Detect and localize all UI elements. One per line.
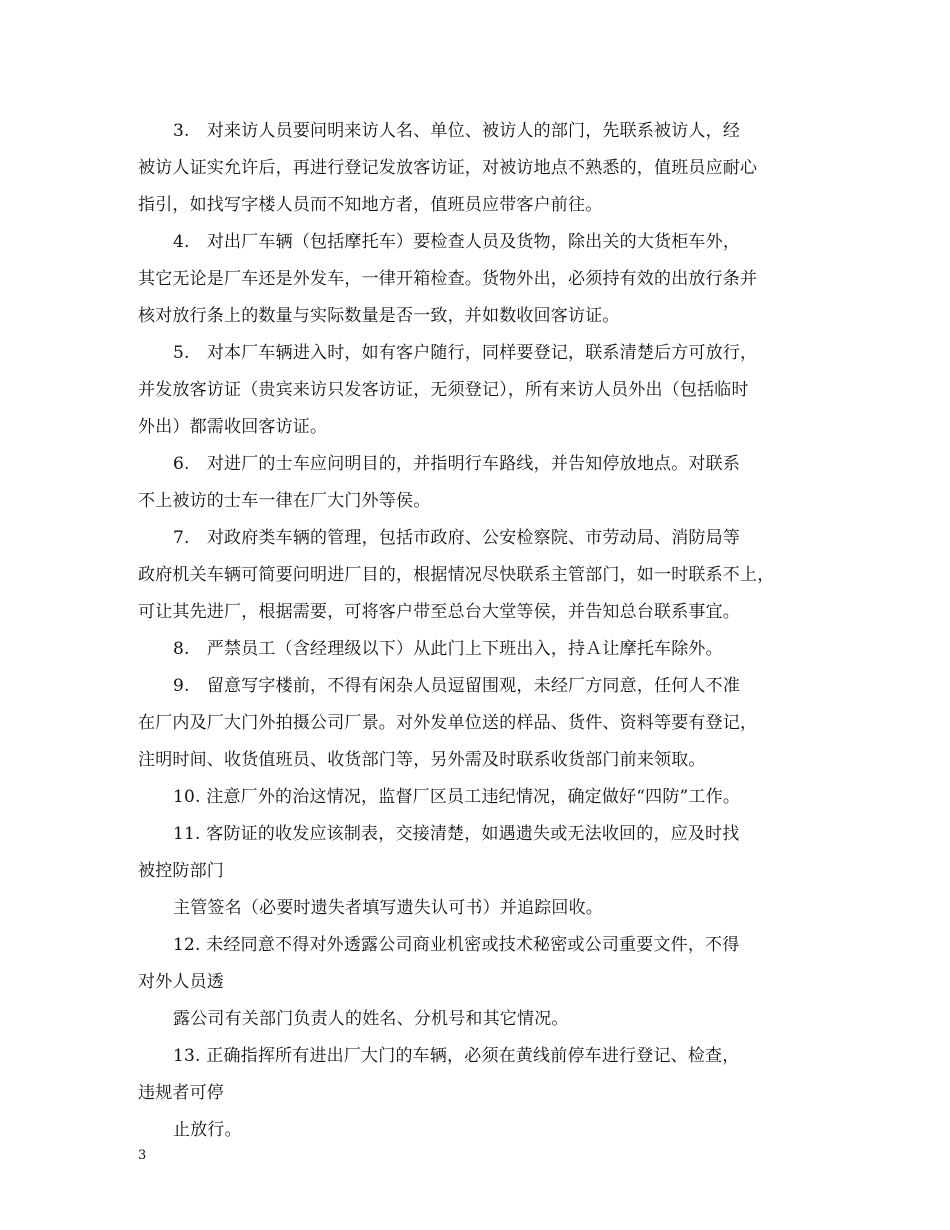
text-line: 指引，如找写字楼人员而不知地方者，值班员应带客户前往。 bbox=[138, 195, 603, 215]
text-line: 9. 留意写字楼前，不得有闲杂人员逗留围观，未经厂方同意，任何人不准 bbox=[173, 676, 741, 696]
text-line: 注明时间、收货值班员、收货部门等，另外需及时联系收货部门前来领取。 bbox=[138, 750, 706, 770]
text-line: 露公司有关部门负责人的姓名、分机号和其它情况。 bbox=[173, 1009, 569, 1029]
text-line: 不上被访的士车一律在厂大门外等侯。 bbox=[138, 491, 431, 511]
text-line: 3. 对来访人员要问明来访人名、单位、被访人的部门，先联系被访人，经 bbox=[173, 121, 741, 141]
text-line: 其它无论是厂车还是外发车，一律开箱检查。货物外出，必须持有效的出放行条并 bbox=[138, 269, 758, 289]
text-line: 并发放客访证（贵宾来访只发客访证，无须登记），所有来访人员外出（包括临时 bbox=[138, 380, 749, 400]
text-line: 13. 正确指挥所有进出厂大门的车辆，必须在黄线前停车进行登记、检查， bbox=[173, 1046, 740, 1066]
text-line: 核对放行条上的数量与实际数量是否一致，并如数收回客访证。 bbox=[138, 306, 620, 326]
text-line: 7. 对政府类车辆的管理，包括市政府、公安检察院、市劳动局、消防局等 bbox=[173, 528, 741, 548]
text-line: 被访人证实允许后，再进行登记发放客访证，对被访地点不熟悉的，值班员应耐心 bbox=[138, 158, 758, 178]
text-line: 止放行。 bbox=[173, 1120, 242, 1140]
text-line: 外出）都需收回客访证。 bbox=[138, 417, 328, 437]
text-line: 5. 对本厂车辆进入时，如有客户随行，同样要登记，联系清楚后方可放行， bbox=[173, 343, 758, 363]
text-line: 10. 注意厂外的治这情况，监督厂区员工违纪情况，确定做好“四防”工作。 bbox=[173, 787, 741, 807]
text-line: 12. 未经同意不得对外透露公司商业机密或技术秘密或公司重要文件，不得 bbox=[173, 935, 740, 955]
text-line: 主管签名（必要时遗失者填写遗失认可书）并追踪回收。 bbox=[173, 898, 603, 918]
text-line: 政府机关车辆可简要问明进厂目的，根据情况尽快联系主管部门，如一时联系不上， bbox=[138, 565, 775, 585]
text-line: 4. 对出厂车辆（包括摩托车）要检查人员及货物，除出关的大货柜车外， bbox=[173, 232, 741, 252]
text-line: 对外人员透 bbox=[138, 972, 224, 992]
text-line: 在厂内及厂大门外拍摄公司厂景。对外发单位送的样品、货件、资料等要有登记， bbox=[138, 713, 758, 733]
text-line: 8. 严禁员工（含经理级以下）从此门上下班出入，持Ａ让摩托车除外。 bbox=[173, 639, 723, 659]
text-line: 违规者可停 bbox=[138, 1083, 224, 1103]
page-number: 3 bbox=[138, 1148, 147, 1163]
text-line: 11. 客防证的收发应该制表，交接清楚，如遇遗失或无法收回的，应及时找 bbox=[173, 824, 740, 844]
text-line: 可让其先进厂，根据需要，可将客户带至总台大堂等侯，并告知总台联系事宜。 bbox=[138, 602, 740, 622]
text-line: 被控防部门 bbox=[138, 861, 224, 881]
text-line: 6. 对进厂的士车应问明目的，并指明行车路线，并告知停放地点。对联系 bbox=[173, 454, 741, 474]
